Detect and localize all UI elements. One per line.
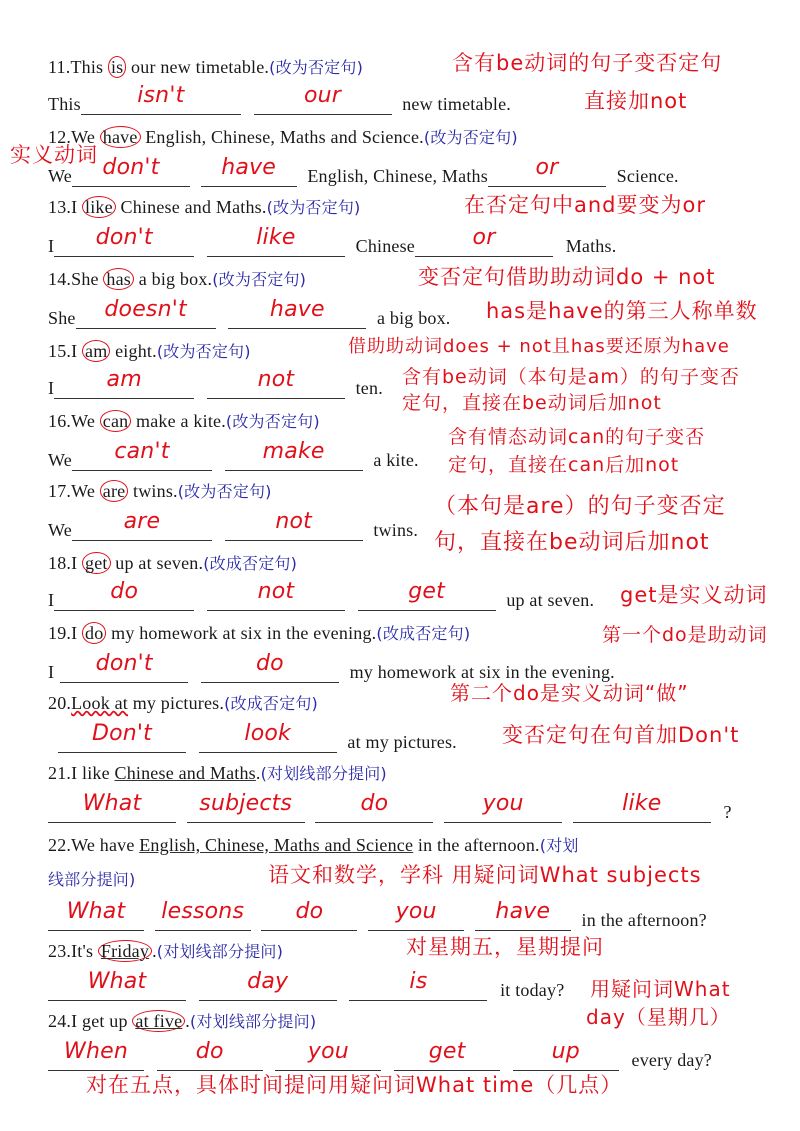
- instruction: (改为否定句): [177, 482, 272, 501]
- answer-blank[interactable]: [254, 83, 392, 115]
- answer-suffix: a big box.: [377, 308, 451, 328]
- answer-text: subjects: [199, 791, 293, 816]
- answer-text: up: [551, 1039, 580, 1064]
- answer-blank[interactable]: [315, 791, 433, 823]
- answer-prefix: We: [48, 166, 72, 186]
- circled-word: can: [100, 410, 132, 432]
- annotation: get是实义动词: [620, 583, 768, 607]
- question-17: [48, 480, 272, 503]
- question-text: make a kite.: [131, 411, 226, 431]
- underlined-phrase: Chinese and Maths: [114, 763, 256, 783]
- question-text: It's: [71, 941, 98, 961]
- answer-prefix: This: [48, 94, 81, 114]
- answer-blank[interactable]: [475, 899, 571, 931]
- instruction: (改成否定句): [224, 694, 318, 713]
- circled-word: is: [108, 56, 126, 78]
- answer-suffix: at my pictures.: [347, 732, 457, 752]
- annotation: 用疑问词What: [590, 977, 731, 1001]
- question-text: I get up: [71, 1011, 133, 1031]
- answer-blank[interactable]: [225, 509, 363, 541]
- answer-text: do: [255, 651, 284, 676]
- question-text: twins.: [128, 481, 178, 501]
- answer-suffix: it today?: [500, 980, 565, 1000]
- answer-blank[interactable]: [261, 899, 357, 931]
- question-text: We have: [71, 835, 140, 855]
- question-24: [48, 1010, 316, 1033]
- answer-suffix: in the afternoon?: [581, 910, 707, 930]
- answer-blank[interactable]: [513, 1039, 619, 1071]
- question-11: [48, 56, 363, 79]
- answer-prefix: We: [48, 450, 72, 470]
- answer-blank[interactable]: [72, 155, 190, 187]
- answer-22: [48, 899, 707, 931]
- answer-prefix: We: [48, 520, 72, 540]
- instruction: (改成否定句): [376, 624, 471, 643]
- answer-blank[interactable]: [54, 579, 194, 611]
- question-14: [48, 268, 306, 291]
- instruction: (改为否定句): [269, 58, 364, 77]
- question-number: 24.: [48, 1011, 72, 1031]
- annotation: 第二个do是实义动词“做”: [450, 681, 689, 705]
- answer-blank[interactable]: [199, 969, 337, 1001]
- answer-blank[interactable]: [207, 367, 345, 399]
- answer-12: [48, 155, 679, 187]
- question-text: This: [70, 57, 108, 77]
- question-number: 22.: [48, 835, 72, 855]
- question-22-cont: [48, 868, 135, 891]
- answer-text: do: [295, 899, 324, 924]
- answer-text: do: [360, 791, 389, 816]
- answer-text: When: [64, 1039, 128, 1064]
- answer-16: [48, 439, 419, 471]
- answer-blank[interactable]: [444, 791, 562, 823]
- question-number: 13.: [48, 197, 72, 217]
- answer-13: [48, 225, 617, 257]
- question-20: [48, 692, 318, 715]
- answer-text: do: [195, 1039, 224, 1064]
- question-19: [48, 622, 470, 645]
- answer-text: What: [87, 969, 147, 994]
- answer-text: make: [262, 439, 325, 464]
- question-text: our new timetable.: [126, 57, 270, 77]
- question-text: She: [71, 269, 104, 289]
- answer-prefix: I: [48, 236, 55, 256]
- annotation: 直接加not: [584, 89, 688, 113]
- answer-text: What: [82, 791, 142, 816]
- answer-text: have: [221, 155, 277, 180]
- question-number: 19.: [48, 623, 72, 643]
- circled-word: like: [82, 196, 116, 218]
- answer-text: have: [269, 297, 325, 322]
- answer-prefix: She: [48, 308, 76, 328]
- question-text: English, Chinese, Maths and Science.: [140, 127, 424, 147]
- answer-suffix: every day?: [631, 1050, 712, 1070]
- instruction: (对划线部分提问): [189, 1012, 317, 1031]
- answer-prefix: I: [48, 378, 55, 398]
- question-number: 15.: [48, 341, 72, 361]
- instruction: (改为否定句): [225, 412, 320, 431]
- instruction: (改为否定句): [212, 270, 307, 289]
- annotation: 语文和数学，学科 用疑问词What subjects: [268, 863, 702, 887]
- underlined-phrase: English, Chinese, Maths and Science: [139, 835, 414, 855]
- question-text: I like: [71, 763, 115, 783]
- answer-text: Don't: [91, 721, 153, 746]
- question-text: I: [71, 197, 83, 217]
- answer-blank[interactable]: [207, 225, 345, 257]
- instruction: (对划线部分提问): [156, 942, 284, 961]
- answer-blank[interactable]: [81, 83, 241, 115]
- annotation: 含有情态动词can的句子变否: [448, 426, 706, 448]
- annotation: 对在五点，具体时间提问用疑问词What time（几点）: [86, 1073, 623, 1097]
- question-text: Chinese and Maths.: [115, 197, 267, 217]
- question-text: eight.: [110, 341, 157, 361]
- answer-24: [48, 1039, 712, 1071]
- answer-text: you: [395, 899, 437, 924]
- question-text: I: [71, 341, 83, 361]
- answer-blank[interactable]: [54, 225, 194, 257]
- annotation: 对星期五，星期提问: [406, 935, 604, 959]
- answer-blank[interactable]: [72, 439, 212, 471]
- answer-blank[interactable]: [225, 439, 363, 471]
- question-13: [48, 196, 360, 219]
- answer-text: get: [408, 579, 445, 604]
- answer-blank[interactable]: [228, 297, 366, 329]
- answer-suffix: ten.: [355, 378, 383, 398]
- answer-text: doesn't: [104, 297, 187, 322]
- answer-21: [48, 791, 732, 823]
- answer-middle: English, Chinese, Maths: [307, 166, 488, 186]
- question-number: 23.: [48, 941, 72, 961]
- answer-blank[interactable]: [72, 509, 212, 541]
- answer-suffix: twins.: [373, 520, 419, 540]
- answer-text: don't: [95, 225, 153, 250]
- answer-blank[interactable]: [48, 1039, 144, 1071]
- answer-17: [48, 509, 419, 541]
- question-text: We: [71, 411, 100, 431]
- question-number: 21.: [48, 763, 72, 783]
- annotation: day（星期几）: [586, 1005, 731, 1029]
- question-text: in the afternoon.: [413, 835, 540, 855]
- answer-blank[interactable]: [358, 579, 496, 611]
- annotation: 变否定句在句首加Don't: [502, 723, 740, 747]
- question-number: 14.: [48, 269, 72, 289]
- question-text: up at seven.: [110, 553, 204, 573]
- instruction: (对划线部分提问): [260, 764, 387, 783]
- answer-text: don't: [95, 651, 153, 676]
- answer-blank[interactable]: [573, 791, 711, 823]
- instruction: (改为否定句): [423, 128, 518, 147]
- answer-blank[interactable]: [48, 899, 144, 931]
- question-12: [48, 126, 518, 149]
- question-text: .: [152, 941, 157, 961]
- annotation: 借助助动词does + not且has要还原为have: [348, 336, 730, 357]
- answer-prefix: I: [48, 590, 55, 610]
- question-text: I: [71, 553, 83, 573]
- question-text: We: [71, 481, 100, 501]
- answer-blank[interactable]: [60, 651, 188, 683]
- question-text: my pictures.: [128, 693, 225, 713]
- answer-blank[interactable]: [54, 367, 194, 399]
- answer-blank[interactable]: [201, 651, 339, 683]
- annotation: 在否定句中and要变为or: [464, 193, 706, 217]
- answer-text: like: [256, 225, 296, 250]
- answer-text: you: [307, 1039, 349, 1064]
- answer-text: get: [428, 1039, 466, 1064]
- question-number: 16.: [48, 411, 72, 431]
- answer-text: day: [247, 969, 289, 994]
- annotation: 第一个do是助动词: [602, 624, 768, 646]
- answer-text: or: [535, 155, 559, 180]
- answer-text: What: [66, 899, 126, 924]
- instruction: (改为否定句): [156, 342, 251, 361]
- answer-blank[interactable]: [394, 1039, 500, 1071]
- answer-blank[interactable]: [275, 1039, 381, 1071]
- question-text: a big box.: [134, 269, 213, 289]
- question-16: [48, 410, 320, 433]
- answer-suffix: new timetable.: [402, 94, 511, 114]
- question-number: 18.: [48, 553, 72, 573]
- circled-word: have: [100, 126, 141, 148]
- answer-blank[interactable]: [58, 721, 186, 753]
- answer-blank[interactable]: [349, 969, 487, 1001]
- answer-middle: Chinese: [355, 236, 415, 256]
- answer-text: am: [106, 367, 142, 392]
- answer-text: not: [257, 367, 295, 392]
- answer-blank[interactable]: [207, 579, 345, 611]
- circled-word: at five: [132, 1010, 185, 1032]
- annotation: 定句，直接在can后加not: [448, 454, 680, 476]
- annotation: 实义动词: [10, 143, 98, 167]
- annotation: has是have的第三人称单数: [486, 299, 758, 323]
- answer-blank[interactable]: [157, 1039, 263, 1071]
- instruction: 线部分提问): [48, 870, 136, 889]
- answer-text: or: [472, 225, 496, 250]
- answer-blank[interactable]: [48, 791, 176, 823]
- answer-text: can't: [114, 439, 170, 464]
- instruction: (改成否定句): [203, 554, 298, 573]
- answer-blank[interactable]: [76, 297, 216, 329]
- answer-prefix: I: [48, 662, 55, 682]
- answer-23: [48, 969, 565, 1001]
- circled-word: Friday: [98, 940, 152, 962]
- answer-text: isn't: [137, 83, 185, 108]
- answer-suffix: ?: [723, 802, 732, 822]
- question-number: 11.: [48, 57, 71, 77]
- answer-blank[interactable]: [488, 155, 606, 187]
- instruction: (改为否定句): [266, 198, 361, 217]
- annotation: 含有be动词的句子变否定句: [452, 51, 723, 75]
- answer-blank[interactable]: [48, 969, 186, 1001]
- answer-blank[interactable]: [368, 899, 464, 931]
- question-text: .: [185, 1011, 190, 1031]
- annotation: 句，直接在be动词后加not: [434, 530, 710, 555]
- question-text: my homework at six in the evening.: [106, 623, 377, 643]
- answer-text: are: [123, 509, 161, 534]
- question-number: 20.: [48, 693, 72, 713]
- answer-blank[interactable]: [415, 225, 553, 257]
- answer-suffix: up at seven.: [506, 590, 595, 610]
- answer-11: [48, 83, 511, 115]
- answer-blank[interactable]: [187, 791, 305, 823]
- question-text: I: [71, 623, 83, 643]
- answer-text: look: [244, 721, 291, 746]
- instruction: (对划: [539, 836, 579, 855]
- answer-text: have: [495, 899, 551, 924]
- answer-19: [48, 651, 615, 683]
- answer-blank[interactable]: [155, 899, 251, 931]
- answer-text: lessons: [161, 899, 245, 924]
- answer-text: you: [482, 791, 524, 816]
- answer-blank[interactable]: [201, 155, 297, 187]
- annotation: （本句是are）的句子变否定: [434, 494, 726, 519]
- answer-text: not: [275, 509, 312, 534]
- answer-text: do: [110, 579, 139, 604]
- circled-word: has: [103, 268, 134, 290]
- question-23: [48, 940, 283, 963]
- answer-14: [48, 297, 451, 329]
- circled-word: do: [82, 622, 106, 644]
- annotation: 变否定句借助助动词do + not: [418, 265, 716, 289]
- answer-text: is: [409, 969, 428, 994]
- answer-text: like: [622, 791, 662, 816]
- answer-text: our: [303, 83, 342, 108]
- answer-15: [48, 367, 383, 399]
- question-15: [48, 340, 251, 363]
- question-text: .: [255, 763, 261, 783]
- question-number: 17.: [48, 481, 72, 501]
- question-21: [48, 762, 387, 785]
- answer-18: [48, 579, 595, 611]
- answer-blank[interactable]: [199, 721, 337, 753]
- question-18: [48, 552, 297, 575]
- underlined-phrase: Look at: [71, 693, 128, 713]
- question-number: 12.: [48, 127, 72, 147]
- circled-word: get: [82, 552, 111, 574]
- answer-suffix: my homework at six in the evening.: [349, 662, 615, 682]
- answer-text: not: [257, 579, 295, 604]
- answer-suffix: Maths.: [565, 236, 617, 256]
- answer-20: [58, 721, 457, 753]
- answer-suffix: a kite.: [373, 450, 419, 470]
- annotation: 定句，直接在be动词后加not: [402, 392, 662, 414]
- circled-word: am: [82, 340, 110, 362]
- answer-text: don't: [102, 155, 160, 180]
- answer-suffix: Science.: [616, 166, 679, 186]
- question-22: [48, 834, 579, 857]
- annotation: 含有be动词（本句是am）的句子变否: [402, 366, 740, 388]
- circled-word: are: [100, 480, 129, 502]
- question-text: We: [71, 127, 100, 147]
